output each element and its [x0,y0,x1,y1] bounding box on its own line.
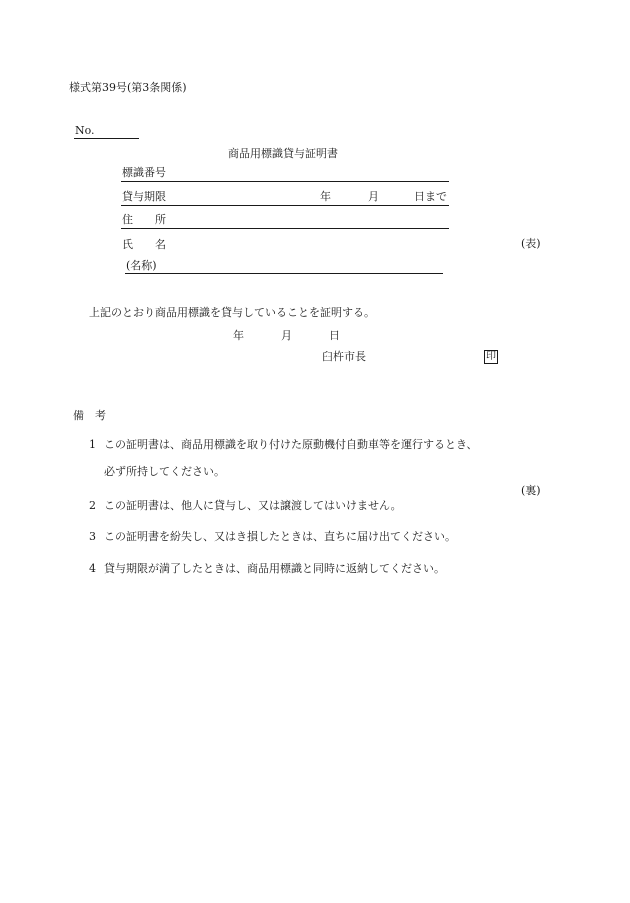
remark-4-text: 貸与期限が満了したときは、商品用標識と同時に返納してください。 [104,562,445,575]
remark-1-number: 1 [89,438,96,451]
document-title: 商品用標識貸与証明書 [228,147,338,160]
side-back-label: (裏) [521,484,541,497]
remarks-heading: 備 考 [73,409,106,422]
no-underline [74,138,139,139]
seal-stamp-box: 印 [486,351,496,362]
field-loan-period-underline [121,205,449,206]
remark-2-number: 2 [89,499,96,512]
remark-2-text: この証明書は、他人に貸与し、又は譲渡してはいけません。 [104,499,402,512]
no-label: No. [75,124,95,137]
issue-date-year: 年 [233,329,244,342]
field-sign-number-label: 標識番号 [122,166,166,179]
side-front-label: (表) [521,237,541,250]
issue-date-day: 日 [329,329,340,342]
remark-3-text: この証明書を紛失し、又はき損したときは、直ちに届け出てください。 [104,530,456,543]
field-loan-period-label: 貸与期限 [122,190,166,203]
remark-1-text-continued: 必ず所持してください。 [104,465,225,478]
remark-3-number: 3 [89,530,96,543]
field-sign-number-underline [121,181,449,182]
field-loan-period-until: 日まで [414,190,447,203]
field-name-label: 氏 名 [122,238,166,251]
remark-4-number: 4 [89,562,96,575]
form-id: 様式第39号(第3条関係) [69,81,187,94]
certification-statement: 上記のとおり商品用標識を貸与していることを証明する。 [89,306,375,319]
field-org-name-underline [125,273,443,274]
issuer-name: 臼杵市長 [322,350,366,363]
field-address-underline [121,228,449,229]
field-loan-period-year: 年 [320,190,331,203]
field-org-name-label: (名称) [126,259,157,272]
remark-1-text: この証明書は、商品用標識を取り付けた原動機付自動車等を運行するとき、 [104,438,478,451]
issue-date-month: 月 [281,329,292,342]
field-address-label: 住 所 [122,213,166,226]
field-loan-period-month: 月 [368,190,379,203]
